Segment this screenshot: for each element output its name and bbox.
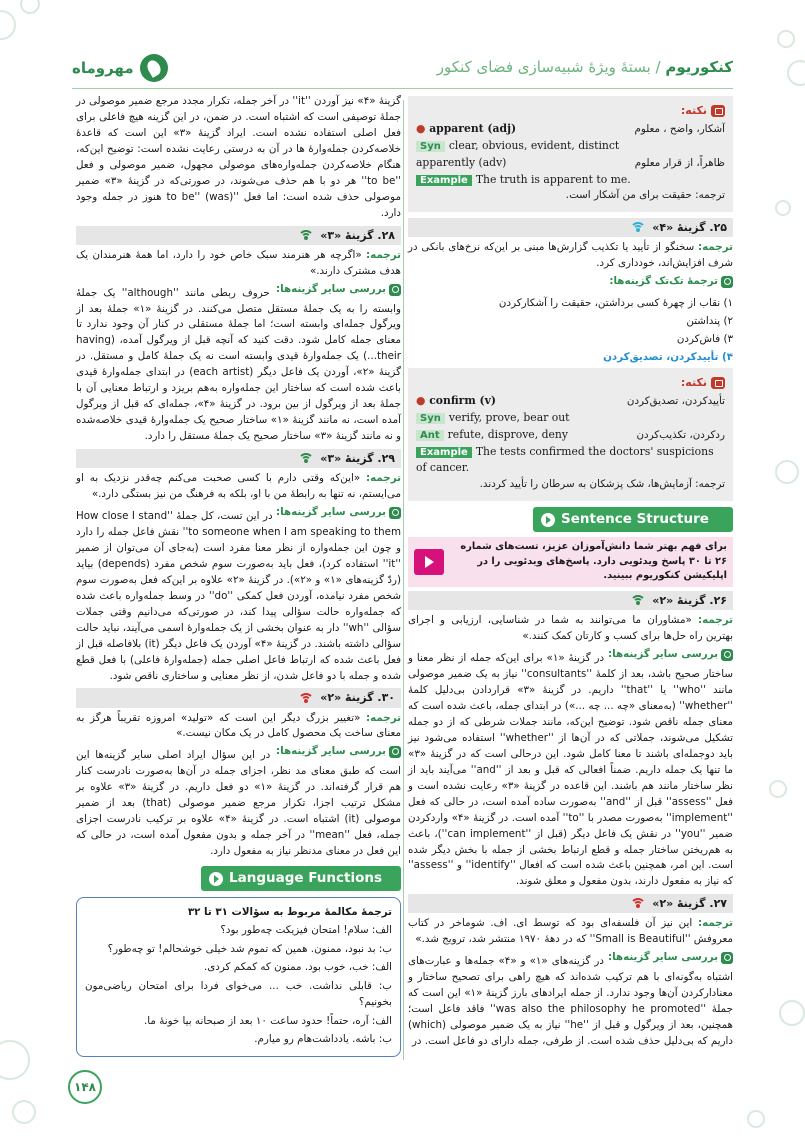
answer-26-head: ۲۶. گزینهٔ «۲» <box>408 591 733 610</box>
decor-circle <box>0 10 16 40</box>
answer-29-review: بررسی سایر گزینه‌ها: در این تست، کل جملهٔ ''How close I stand to someone when I am speaking to them'' نقش فاعل جمله را دارد و چون این جمله‌واره از نظر معنا مفرد است (به‌جای آن می‌توان از ضمیر ''it'' استفاده کرد)، فعل باید به‌صورت سوم شخص مفرد (depends) بیاید (ردّ گزینه‌های «۱» و «۲»). در گزینهٔ «۲» علاوه بر این‌که فعل به‌صورت سوم شخص مفرد نیامده، آوردن فعل کمکی ''do'' در وسط جمله‌واره باعث شده که جمله‌واره حالت سؤالی پیدا کند، در صورتی‌که می‌دانیم وقتی جملات سؤالی ''wh'' دار به عنوان بخشی از یک جمله‌وارهٔ اسمی می‌آیند، نباید حالت سؤالی داشته باشند. در گزینهٔ «۴» آوردن یک فاعل دیگر (it) بلافاصله قبل از فعل باعث شده که ارتباط فاعل اصلی جمله (جمله‌وارهٔ فاعلی) با فعل قطع شده و جمله با دو فاعل شدن، از نظر معنایی و ساختاری ناقص شود. <box>76 506 402 682</box>
dialog-title: ترجمهٔ مکالمهٔ مربوط به سؤالات ۳۱ تا ۳۲ <box>187 906 392 918</box>
answer-29-translation: ترجمه: «این‌که وقتی دارم با کسی صحبت می‌کنم چه‌قدر نزدیک به او می‌ایستم، نه تنها به رابطهٔ من با او، بلکه به فرهنگ من نیز بستگی دارد.» <box>76 472 401 501</box>
answer-25-translation: ترجمه: سخنگو از تأیید یا تکذیب گزارش‌ها مبنی بر این‌که نرخ‌های بانکی در شرف افزایش‌اند، خودداری کرد. <box>408 241 733 270</box>
difficulty-icon <box>630 595 646 606</box>
video-answer-text: برای فهم بهتر شما دانش‌آموزان عزیز، تست‌های شماره ۲۶ تا ۳۰ پاسخ ویدئویی دارد. پاسخ‌های ویدئویی را در اپلیکیشن کنکوریوم ببینید. <box>460 541 727 582</box>
answer-28-review: بررسی سایر گزینه‌ها: حروف ربطی مانند ''although'' یک جملهٔ وابسته را به یک جملهٔ مستقل متصل می‌کنند. در گزینهٔ «۱» جملهٔ بعد از ویرگول جمله‌ای وابسته است؛ اما جملهٔ مستقلی در کنار آن وجود ندارد تا معنای جمله کامل شود. دقت کنید که آنچه قبل از ویرگول آمده، (having their...) یک جمله‌وارهٔ قیدی وابسته است نه یک جملهٔ کامل و مستقل. در گزینهٔ «۲»، آوردن یک فاعل دیگر (each artist) در ابتدای جمله‌وارهٔ قیدی باعث شده است که ساختار این جمله‌واره به‌هم بریزد و ارتباط معنایی آن با جملهٔ بعد از ویرگول از بین برود. در گزینهٔ «۴»، جمله‌ای که قبل از ویرگول آمده است، نه مانند گزینهٔ «۱» ساختار صحیح یک جمله‌وارهٔ قیدی خلاصه‌شده و نه مانند گزینهٔ «۳» ساختار صحیح یک جملهٔ مستقل را دارد. <box>76 282 401 443</box>
answer-27-review: بررسی سایر گزینه‌ها: در گزینه‌های «۱» و «۴» جمله‌ها و عبارت‌های اشتباه به‌گونه‌ای با هم ترکیب شده‌اند که هیچ راهی برای تصحیح ساختار و معنادارکردن آن‌ها وجود ندارد. از جمله ایرادهای بارز گزینهٔ «۱» این است که جملهٔ ''was also the philosophy he promoted'' فاقد فاعل است؛ همچنین، بعد از ویرگول و قبل از ''he'' نیاز به یک ضمیر موصولی (which) داریم که بی‌دلیل حذف شده است. از طرفی، جمله دارای دو فاعل است. در <box>408 951 733 1048</box>
apparent-meaning: آشکار، واضح ، معلوم <box>634 123 725 136</box>
answer-25-option-1: ۱) نقاب از چهرهٔ کسی برداشتن، حقیقت را آشکارکردن <box>498 297 733 310</box>
decor-circle <box>0 1040 30 1080</box>
answer-25-option-2: ۲) پنداشتن <box>686 315 733 328</box>
decor-circle <box>20 0 40 14</box>
answer-30-head: ۳۰. گزینهٔ «۲» <box>76 688 401 707</box>
answer-25-options-label: ترجمهٔ تک‌تک گزینه‌ها: <box>408 274 733 294</box>
dialog-line: الف: خب، خوب بود. ممنون که کمکم کردی. <box>203 961 392 974</box>
dialog-line: ب: قابلی نداشت. خب ... می‌خوای فردا برای امتحان ریاضی‌مون بخونیم؟ <box>85 979 392 1009</box>
column-divider <box>403 100 404 1060</box>
book-title <box>437 58 733 76</box>
note-label: نکته: <box>680 104 707 117</box>
answer-30-translation: ترجمه: «تغییر بزرگ دیگر این است که «تولید» امروزه تقریباً هرگز به معنای ساخت یک محصول کامل در یک مکان نیست.» <box>76 711 401 740</box>
syn-tag: Syn <box>416 141 445 152</box>
book-title-main: کنکوریوم <box>665 58 733 76</box>
answer-25-head: ۲۵. گزینهٔ «۴» <box>408 218 733 237</box>
confirm-ant-meaning: ردکردن، تکذیب‌کردن <box>636 428 725 441</box>
publisher-logo <box>72 54 168 82</box>
syn-tag: Syn <box>416 413 445 424</box>
answer-25-option-3: ۳) فاش‌کردن <box>676 333 733 346</box>
answer-26-review: بررسی سایر گزینه‌ها: در گزینهٔ «۱» برای این‌که جمله از نظر معنا و ساختار صحیح باشد، بعد از کلمهٔ ''consultants'' نیاز به یک ضمیر موصولی مانند ''who'' یا ''that'' داریم. در گزینهٔ «۳» قراردادن بی‌دلیل کلمهٔ ''whether'' (به‌معنای «چه ... چه ...») در ابتدای جمله، باعث شده است که معنای جمله ناقص شود. توضیح این‌که، مانند جملات شرطی که از دو جمله تشکیل می‌شوند، جملاتی که در آن‌ها از ''whether'' استفاده می‌شود نیز باید دوجمله‌ای باشند تا معنا کامل شود. این درحالی است که در گزینهٔ «۳» ما تنها یک جمله داریم. ضمناً افعالی که قبل و بعد از ''and'' می‌آیند باید از نظر ساختار مانند هم باشند. این قاعده در گزینهٔ «۳» رعایت نشده است و فعل ''assess'' قبل از ''and'' به‌صورت ساده آمده است، در حالی که فعل ''implement'' به‌صورت مصدر با ''to'' آمده است. در گزینهٔ «۴» واردکردن ضمیر ''you'' در نقش یک فاعل دیگر (قبل از ''can implement'')، باعث به هم‌ریختن ساختار جمله و قطع ارتباط بخشی از جمله با بخش دیگر شده است. این امر، همچنین باعث شده است که افعال ''identify'' و ''assess'' که نیاز به مفعول دارند، بدون مفعول و معلق شوند. <box>408 648 734 888</box>
difficulty-icon <box>298 230 314 241</box>
magnifier-icon <box>389 284 401 296</box>
apparently-meaning: ظاهراً، از قرار معلوم <box>634 156 725 169</box>
answer-28-translation: ترجمه: «اگرچه هر هنرمند سبک خاص خود را دارد، اما همهٔ هنرمندان یک هدف مشترک دارند.» <box>76 248 401 277</box>
difficulty-icon <box>298 693 314 704</box>
difficulty-icon <box>298 453 314 464</box>
confirm-example: Example The tests confirmed the doctors' suspicions of cancer. <box>416 444 714 475</box>
decor-circle <box>775 200 791 216</box>
apparent-syn: Syn clear, obvious, evident, distinct <box>416 138 725 155</box>
dialog-line: الف: آره، حتماً! حدود ساعت ۱۰ بعد از صبحانه بیا خونهٔ ما. <box>144 1014 392 1027</box>
right-column <box>408 94 733 1052</box>
example-tag: Example <box>416 447 472 458</box>
decor-circle <box>769 780 787 798</box>
page-header <box>72 52 733 86</box>
confirm-meaning: تأییدکردن، تصدیق‌کردن <box>626 395 725 408</box>
dialog-line: ب: بد نبود، ممنون. همین که تموم شد خیلی خوشحالم! تو چه‌طور؟ <box>107 942 392 955</box>
note-icon <box>711 105 725 117</box>
confirm-translation: ترجمه: آزمایش‌ها، شک پزشکان به سرطان را تأیید کردند. <box>479 478 725 491</box>
decor-circle <box>787 60 805 86</box>
apparent-example: Example The truth is apparent to me. <box>416 172 725 189</box>
note-apparent <box>408 96 733 212</box>
dialog-translation-box <box>76 897 401 1057</box>
answer-30-review: بررسی سایر گزینه‌ها: در این سؤال ایراد اصلی سایر گزینه‌ها این است که طبق معنای مد نظر، اجزای جمله در آن‌ها به‌صورت نادرست کنار هم قرار گرفته‌اند. در گزینهٔ «۱» دو فعل داریم. در گزینهٔ «۳» علاوه بر مشکل ترتیب اجزا، تکرار مرجع ضمیر موصولی (that) بعد از ضمیر موصولی (it) اشتباه است. در گزینهٔ «۴» علاوه بر ترکیب نادرست اجزای جمله، فعل ''mean'' در آخر جمله و بدون مفعول آمده است، در حالی که این فعل در معنای مدنظر نیاز به مفعول دارد. <box>76 745 402 858</box>
note-confirm <box>408 368 733 501</box>
dialog-line: الف: سلام! امتحان فیزیکت چه‌طور بود؟ <box>220 924 392 937</box>
arrow-right-icon <box>541 513 555 527</box>
answer-29-head: ۲۹. گزینهٔ «۳» <box>76 449 401 468</box>
dialog-line: ب: باشه. یادداشت‌هام رو میارم. <box>254 1033 392 1046</box>
note-label: نکته: <box>680 376 707 390</box>
decor-circle <box>747 1110 765 1128</box>
answer-27-head: ۲۷. گزینهٔ «۲» <box>408 894 733 913</box>
difficulty-icon <box>630 222 646 233</box>
section-language-functions: Language Functions <box>201 866 401 891</box>
apparently-term: apparently (adv) <box>416 155 507 169</box>
left-column <box>76 94 401 1057</box>
page-number: ۱۴۸ <box>68 1070 102 1104</box>
answer-25-option-4: ۴) تأییدکردن، تصدیق‌کردن <box>603 351 733 364</box>
arrow-right-icon <box>209 872 223 886</box>
answer-26-translation: ترجمه: «مشاوران ما می‌توانند به شما در شناسایی، ارزیابی و اجرای بهترین راه حل‌ها برای کسب و کارتان کمک کنند.» <box>408 614 733 643</box>
confirm-term: ● confirm (v) <box>416 394 497 408</box>
example-tag: Example <box>416 175 472 186</box>
magnifier-icon <box>721 649 733 661</box>
difficulty-icon <box>630 898 646 909</box>
apparent-translation: ترجمه: حقیقت برای من آشکار است. <box>565 189 725 202</box>
confirm-ant: Ant refute, disprove, deny <box>416 427 568 444</box>
decor-circle <box>12 1100 36 1124</box>
apparent-term: ● apparent (adj) <box>416 122 517 136</box>
note-icon <box>711 377 725 389</box>
magnifier-icon <box>721 276 733 288</box>
answer-28-head: ۲۸. گزینهٔ «۳» <box>76 226 401 245</box>
confirm-syn: Syn verify, prove, bear out <box>416 410 725 427</box>
publisher-name: مهروماه <box>72 59 134 77</box>
answer-27-translation: ترجمه: این نیز آن فلسفه‌ای بود که توسط ای. اف. شوماخر در کتاب معروفش ''Small is Beautiful'' که در دههٔ ۱۹۷۰ منتشر شد، ترویج شد.» <box>408 917 734 946</box>
video-answer-banner[interactable] <box>408 537 733 587</box>
header-divider <box>72 88 733 89</box>
magnifier-icon <box>721 952 733 964</box>
decor-circle <box>777 30 795 48</box>
leaf-icon <box>140 54 168 82</box>
magnifier-icon <box>389 746 401 758</box>
section-sentence-structure: Sentence Structure <box>533 507 733 532</box>
ant-tag: Ant <box>416 430 444 441</box>
decor-circle <box>779 1000 805 1026</box>
answer-27-continued: گزینهٔ «۴» نیز آوردن ''it'' در آخر جمله، تکرار مجدد مرجع ضمیر موصولی در جملهٔ توصیفی است که اشتباه است. در ضمن، در این گزینه هیچ فاعلی برای فعل اصلی استفاده نشده است. ایراد گزینهٔ «۳» این است که قاعدهٔ خلاصه‌کردن جمله‌وارهٔ ها در آن به درستی رعایت نشده است: توضیح این‌که، هنگام خلاصه‌کردن جمله‌واره‌های موصولی مجهول، ضمیر موصولی و فعل ''to be'' هر دو با هم حذف می‌شوند، در صورتی‌که در گزینهٔ «۳» ضمیر موصولی حذف شده است: اما فعل ''to be'' (was) هنوز در جمله وجود دارد. <box>76 95 402 219</box>
decor-circle <box>775 460 799 484</box>
video-play-icon[interactable] <box>414 549 444 575</box>
magnifier-icon <box>389 507 401 519</box>
book-subtitle: / بستهٔ ویژهٔ شبیه‌سازی فضای کنکور <box>436 58 666 76</box>
